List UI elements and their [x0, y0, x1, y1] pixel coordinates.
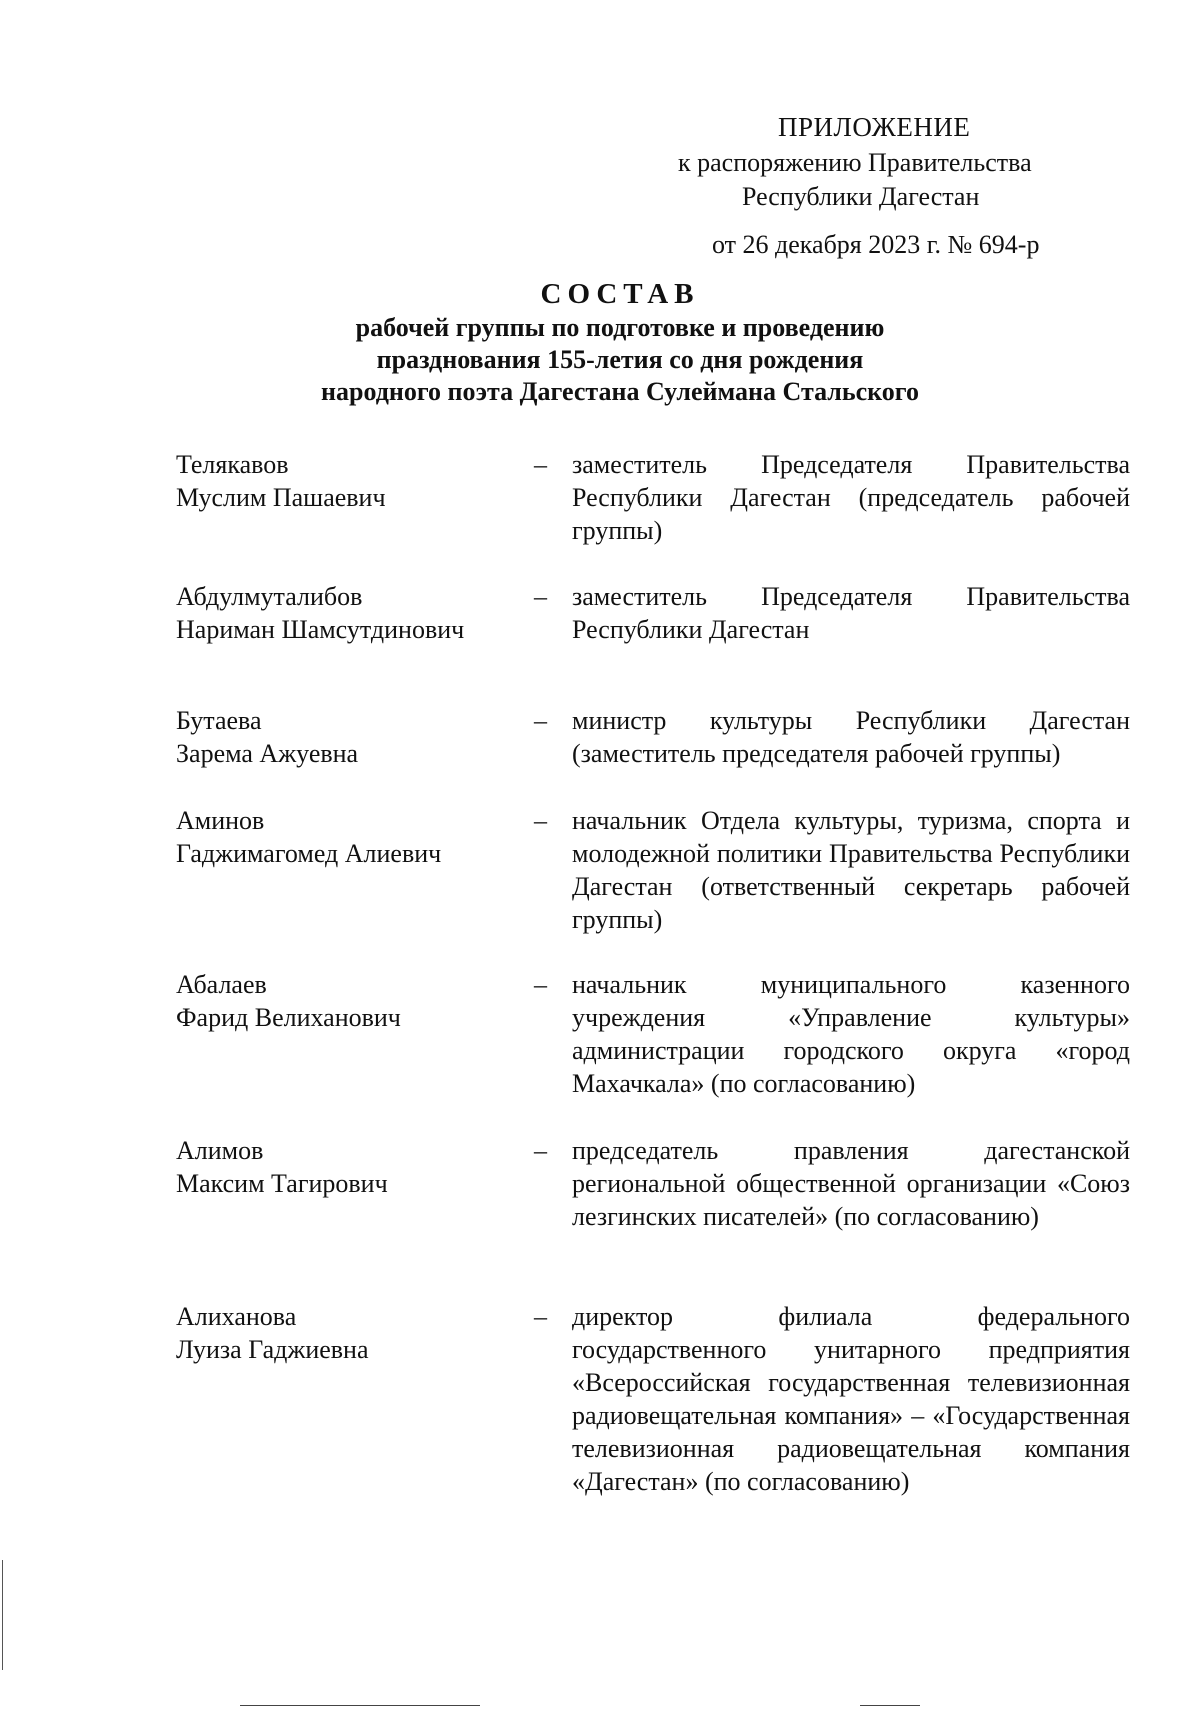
member-surname: Телякавов: [176, 450, 289, 479]
member-role: министр культуры Республики Дагестан (заместитель председателя рабочей группы): [572, 706, 1130, 768]
appendix-reference-line: к распоряжению Правительства: [678, 148, 1032, 177]
member-given-name: Максим Тагирович: [176, 1169, 388, 1198]
heading-line-3: народного поэта Дагестана Сулеймана Стальского: [321, 377, 919, 406]
member-surname: Абдулмуталибов: [176, 582, 363, 611]
member-dash: –: [534, 806, 547, 835]
member-role: начальник муниципального казенного учреждения «Управление культуры» администрации городского округа «город Махачкала» (по согласованию): [572, 970, 1130, 1098]
member-given-name: Гаджимагомед Алиевич: [176, 839, 442, 868]
member-role: председатель правления дагестанской региональной общественной организации «Союз лезгинских писателей» (по согласованию): [572, 1136, 1130, 1231]
member-name: [176, 804, 506, 870]
member-dash: –: [534, 1136, 547, 1165]
member-name: [176, 580, 506, 646]
member-surname: Алимов: [176, 1136, 264, 1165]
member-given-name: Нариман Шамсутдинович: [176, 615, 465, 644]
member-given-name: Луиза Гаджиевна: [176, 1335, 369, 1364]
member-surname: Аминов: [176, 806, 265, 835]
member-name: [176, 968, 506, 1034]
member-name: [176, 1300, 506, 1366]
member-dash: –: [534, 706, 547, 735]
member-dash: –: [534, 450, 547, 479]
member-role: заместитель Председателя Правительства Республики Дагестан (председатель рабочей группы): [572, 450, 1130, 545]
member-name: [176, 448, 506, 514]
member-dash: –: [534, 970, 547, 999]
heading-title: СОСТАВ: [540, 278, 700, 310]
member-role: заместитель Председателя Правительства Республики Дагестан: [572, 582, 1130, 644]
appendix-title: ПРИЛОЖЕНИЕ: [778, 112, 971, 142]
scan-bottom-rule: [240, 1705, 480, 1706]
scan-edge-mark: [2, 1560, 3, 1670]
member-role: директор филиала федерального государственного унитарного предприятия «Всероссийская государственная телевизионная радиовещательная компания» – «Государственная телевизионная радиовещательная компания «Дагестан» (по согласованию): [572, 1302, 1130, 1496]
member-dash: –: [534, 1302, 547, 1331]
heading-line-2: празднования 155-летия со дня рождения: [376, 345, 864, 374]
member-given-name: Зарема Ажуевна: [176, 739, 359, 768]
member-surname: Алиханова: [176, 1302, 297, 1331]
member-given-name: Муслим Пашаевич: [176, 483, 386, 512]
member-role: начальник Отдела культуры, туризма, спорта и молодежной политики Правительства Республики Дагестан (ответственный секретарь рабочей группы): [572, 806, 1130, 934]
member-name: [176, 704, 506, 770]
member-name: [176, 1134, 506, 1200]
appendix-date: от 26 декабря 2023 г. № 694-р: [712, 230, 1040, 259]
member-dash: –: [534, 582, 547, 611]
member-surname: Бутаева: [176, 706, 262, 735]
heading-line-1: рабочей группы по подготовке и проведению: [355, 313, 885, 342]
member-surname: Абалаев: [176, 970, 267, 999]
scan-bottom-rule: [860, 1705, 920, 1706]
member-given-name: Фарид Велиханович: [176, 1003, 401, 1032]
appendix-republic-line: Республики Дагестан: [742, 182, 980, 211]
document-heading: [160, 276, 1080, 408]
